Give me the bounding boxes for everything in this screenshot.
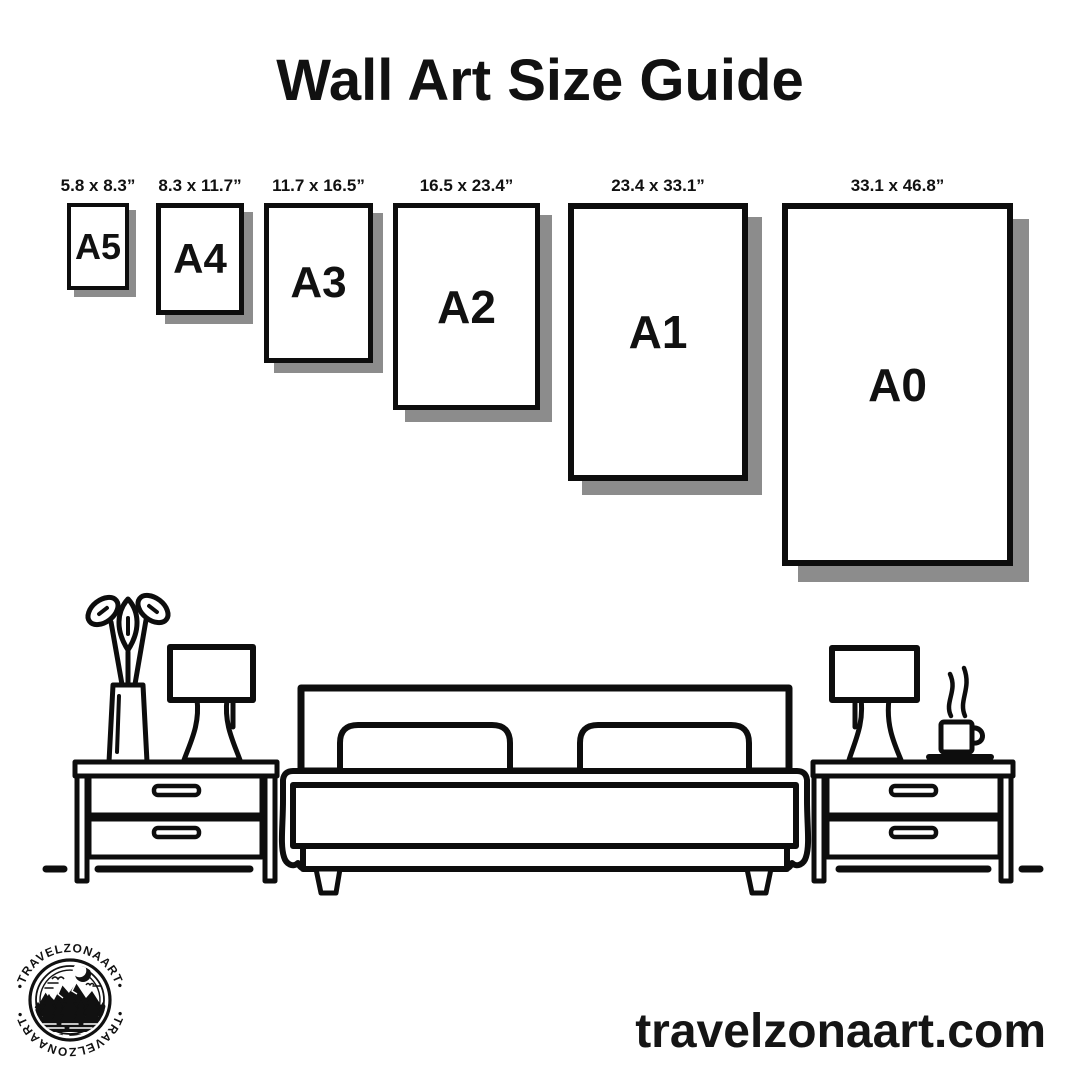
size-item-a5 [60,176,136,290]
brand-logo [8,936,132,1060]
size-name-a4: A4 [173,235,227,282]
size-box-a0 [782,203,1013,566]
size-name-a0: A0 [868,358,927,411]
size-dimensions-a0: 33.1 x 46.8” [850,176,945,195]
steam-icon [949,674,953,716]
page-title: Wall Art Size Guide [276,48,804,113]
size-box-a2 [393,203,540,410]
size-dimensions-a2: 16.5 x 23.4” [419,176,514,195]
plant-vase-icon [83,590,173,762]
table-lamp-icon [170,647,253,760]
size-box-a4 [156,203,244,315]
size-name-a3: A3 [290,258,347,307]
size-dimensions-a5: 5.8 x 8.3” [60,176,136,195]
size-item-a4 [156,176,244,315]
size-box-a5 [67,203,129,290]
bedroom-illustration [40,583,1045,900]
double-bed-icon [282,688,808,893]
size-dimensions-a3: 11.7 x 16.5” [272,176,365,195]
size-dimensions-a1: 23.4 x 33.1” [611,176,705,195]
size-item-a1 [568,176,748,481]
pillow-icon [580,725,749,771]
website-url: travelzonaart.com [635,1005,1046,1058]
size-item-a2 [393,176,540,410]
size-name-a1: A1 [628,306,688,358]
pillow-icon [340,725,510,771]
table-lamp-icon [832,648,917,760]
nightstand-icon [75,762,277,881]
size-name-a2: A2 [437,280,496,333]
logo-text-bottom: •TRAVELZONAART• [12,1009,128,1060]
size-box-a3 [264,203,373,363]
steam-icon [963,668,967,716]
size-dimensions-a4: 8.3 x 11.7” [158,176,242,195]
size-box-a1 [568,203,748,481]
coffee-cup-icon [929,668,991,757]
nightstand-icon [813,762,1013,881]
size-item-a3 [264,176,373,363]
size-name-a5: A5 [74,225,122,267]
logo-text-top: •TRAVELZONAART• [12,940,128,991]
size-item-a0 [782,176,1013,566]
